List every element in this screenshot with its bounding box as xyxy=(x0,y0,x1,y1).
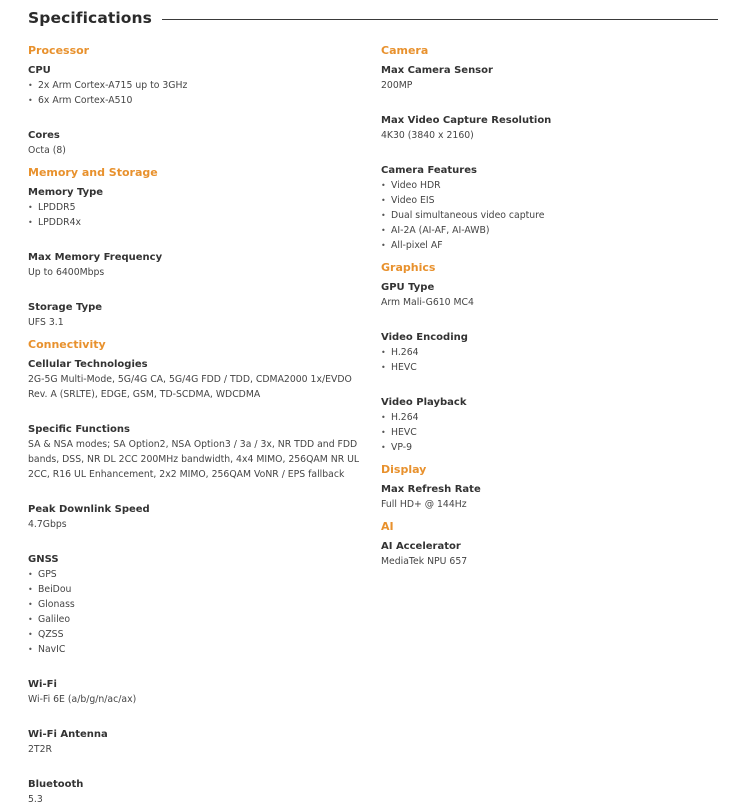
list-item: • QZSS xyxy=(28,627,368,642)
spec-value: 4K30 (3840 x 2160) xyxy=(381,130,474,141)
video-playback-list xyxy=(381,410,721,455)
spec-value: UFS 3.1 xyxy=(28,317,64,328)
spec-label: Wi-Fi xyxy=(28,679,57,690)
right-column xyxy=(381,44,721,574)
video-encoding-list xyxy=(381,345,721,375)
memory-type-list xyxy=(28,200,368,230)
spec-bluetooth xyxy=(28,777,368,807)
section-connectivity xyxy=(28,338,368,807)
list-item: • HEVC xyxy=(381,425,721,440)
spec-label: Max Memory Frequency xyxy=(28,252,163,263)
list-item: • AI-2A (AI-AF, AI-AWB) xyxy=(381,223,721,238)
section-memory-storage xyxy=(28,166,368,330)
list-item: • Glonass xyxy=(28,597,368,612)
section-title-processor: Processor xyxy=(28,44,90,57)
spec-label: Max Refresh Rate xyxy=(381,484,481,495)
section-title-memory: Memory and Storage xyxy=(28,166,158,179)
spec-value: Arm Mali-G610 MC4 xyxy=(381,297,474,308)
spec-ai-accelerator xyxy=(381,539,721,569)
spec-refresh-rate xyxy=(381,482,721,512)
list-item: • Video EIS xyxy=(381,193,721,208)
spec-value: 5.3 xyxy=(28,794,43,805)
list-item: • NavIC xyxy=(28,642,368,657)
spec-value: 2T2R xyxy=(28,744,52,755)
spec-value: Up to 6400Mbps xyxy=(28,267,105,278)
cpu-list xyxy=(28,78,368,108)
spec-storage-type xyxy=(28,300,368,330)
spec-value-line: 2G-5G Multi-Mode, 5G/4G CA, 5G/4G FDD / TDD, CDMA2000 1x/EVDO xyxy=(28,374,352,385)
specifications-header xyxy=(28,8,718,30)
gnss-list xyxy=(28,567,368,657)
spec-camera-sensor xyxy=(381,63,721,93)
spec-label: Specific Functions xyxy=(28,424,130,435)
list-item: • Galileo xyxy=(28,612,368,627)
spec-label: Memory Type xyxy=(28,187,104,198)
section-title-display: Display xyxy=(381,463,427,476)
spec-value: Full HD+ @ 144Hz xyxy=(381,499,467,510)
section-title-connectivity: Connectivity xyxy=(28,338,106,351)
spec-label: Max Video Capture Resolution xyxy=(381,115,552,126)
list-item: • All-pixel AF xyxy=(381,238,721,253)
spec-video-playback xyxy=(381,395,721,455)
list-item: • 6x Arm Cortex-A510 xyxy=(28,93,368,108)
list-item: • Dual simultaneous video capture xyxy=(381,208,721,223)
spec-label: Video Playback xyxy=(381,397,467,408)
spec-wifi-antenna xyxy=(28,727,368,757)
spec-memory-type xyxy=(28,185,368,230)
section-title-camera: Camera xyxy=(381,44,429,57)
list-item: • GPS xyxy=(28,567,368,582)
spec-value-line: SA & NSA modes; SA Option2, NSA Option3 / 3a / 3x, NR TDD and FDD xyxy=(28,439,358,450)
page-title: Specifications xyxy=(28,8,162,28)
spec-value-line: bands, DSS, NR DL 2CC 200MHz bandwidth, 4x4 MIMO, 256QAM NR UL xyxy=(28,454,360,465)
section-graphics xyxy=(381,261,721,455)
spec-cpu xyxy=(28,63,368,108)
list-item: • H.264 xyxy=(381,345,721,360)
list-item: • HEVC xyxy=(381,360,721,375)
spec-value: 4.7Gbps xyxy=(28,519,67,530)
spec-value: 200MP xyxy=(381,80,413,91)
spec-label: AI Accelerator xyxy=(381,541,461,552)
spec-label: GNSS xyxy=(28,554,59,565)
spec-label: Peak Downlink Speed xyxy=(28,504,150,515)
list-item: • Video HDR xyxy=(381,178,721,193)
section-title-ai: AI xyxy=(381,520,394,533)
spec-value: MediaTek NPU 657 xyxy=(381,556,468,567)
spec-peak-downlink xyxy=(28,502,368,532)
list-item: • LPDDR5 xyxy=(28,200,368,215)
list-item: • BeiDou xyxy=(28,582,368,597)
spec-label: Cellular Technologies xyxy=(28,359,148,370)
spec-camera-features xyxy=(381,163,721,253)
spec-cellular xyxy=(28,357,368,402)
spec-value-line: Rev. A (SRLTE), EDGE, GSM, TD-SCDMA, WDCDMA xyxy=(28,389,261,400)
list-item: • H.264 xyxy=(381,410,721,425)
spec-memory-frequency xyxy=(28,250,368,280)
section-camera xyxy=(381,44,721,253)
spec-label: Video Encoding xyxy=(381,332,468,343)
spec-gpu-type xyxy=(381,280,721,310)
spec-label: Bluetooth xyxy=(28,779,84,790)
spec-video-encoding xyxy=(381,330,721,375)
list-item: • LPDDR4x xyxy=(28,215,368,230)
spec-value: Wi-Fi 6E (a/b/g/n/ac/ax) xyxy=(28,694,137,705)
spec-label: Storage Type xyxy=(28,302,103,313)
section-display xyxy=(381,463,721,512)
camera-features-list xyxy=(381,178,721,253)
spec-cores xyxy=(28,128,368,158)
spec-value-line: 2CC, R16 UL Enhancement, 2x2 MIMO, 256QAM VoNR / EPS fallback xyxy=(28,469,345,480)
spec-label: Cores xyxy=(28,130,60,141)
spec-label: Max Camera Sensor xyxy=(381,65,493,76)
spec-label: Camera Features xyxy=(381,165,477,176)
spec-specific-functions xyxy=(28,422,368,482)
section-title-graphics: Graphics xyxy=(381,261,436,274)
spec-label: CPU xyxy=(28,65,51,76)
list-item: • VP-9 xyxy=(381,440,721,455)
left-column xyxy=(28,44,368,812)
spec-value: Octa (8) xyxy=(28,145,66,156)
section-ai xyxy=(381,520,721,569)
section-processor xyxy=(28,44,368,158)
spec-gnss xyxy=(28,552,368,657)
spec-video-capture xyxy=(381,113,721,143)
spec-label: Wi-Fi Antenna xyxy=(28,729,108,740)
list-item: • 2x Arm Cortex-A715 up to 3GHz xyxy=(28,78,368,93)
spec-label: GPU Type xyxy=(381,282,435,293)
spec-wifi xyxy=(28,677,368,707)
